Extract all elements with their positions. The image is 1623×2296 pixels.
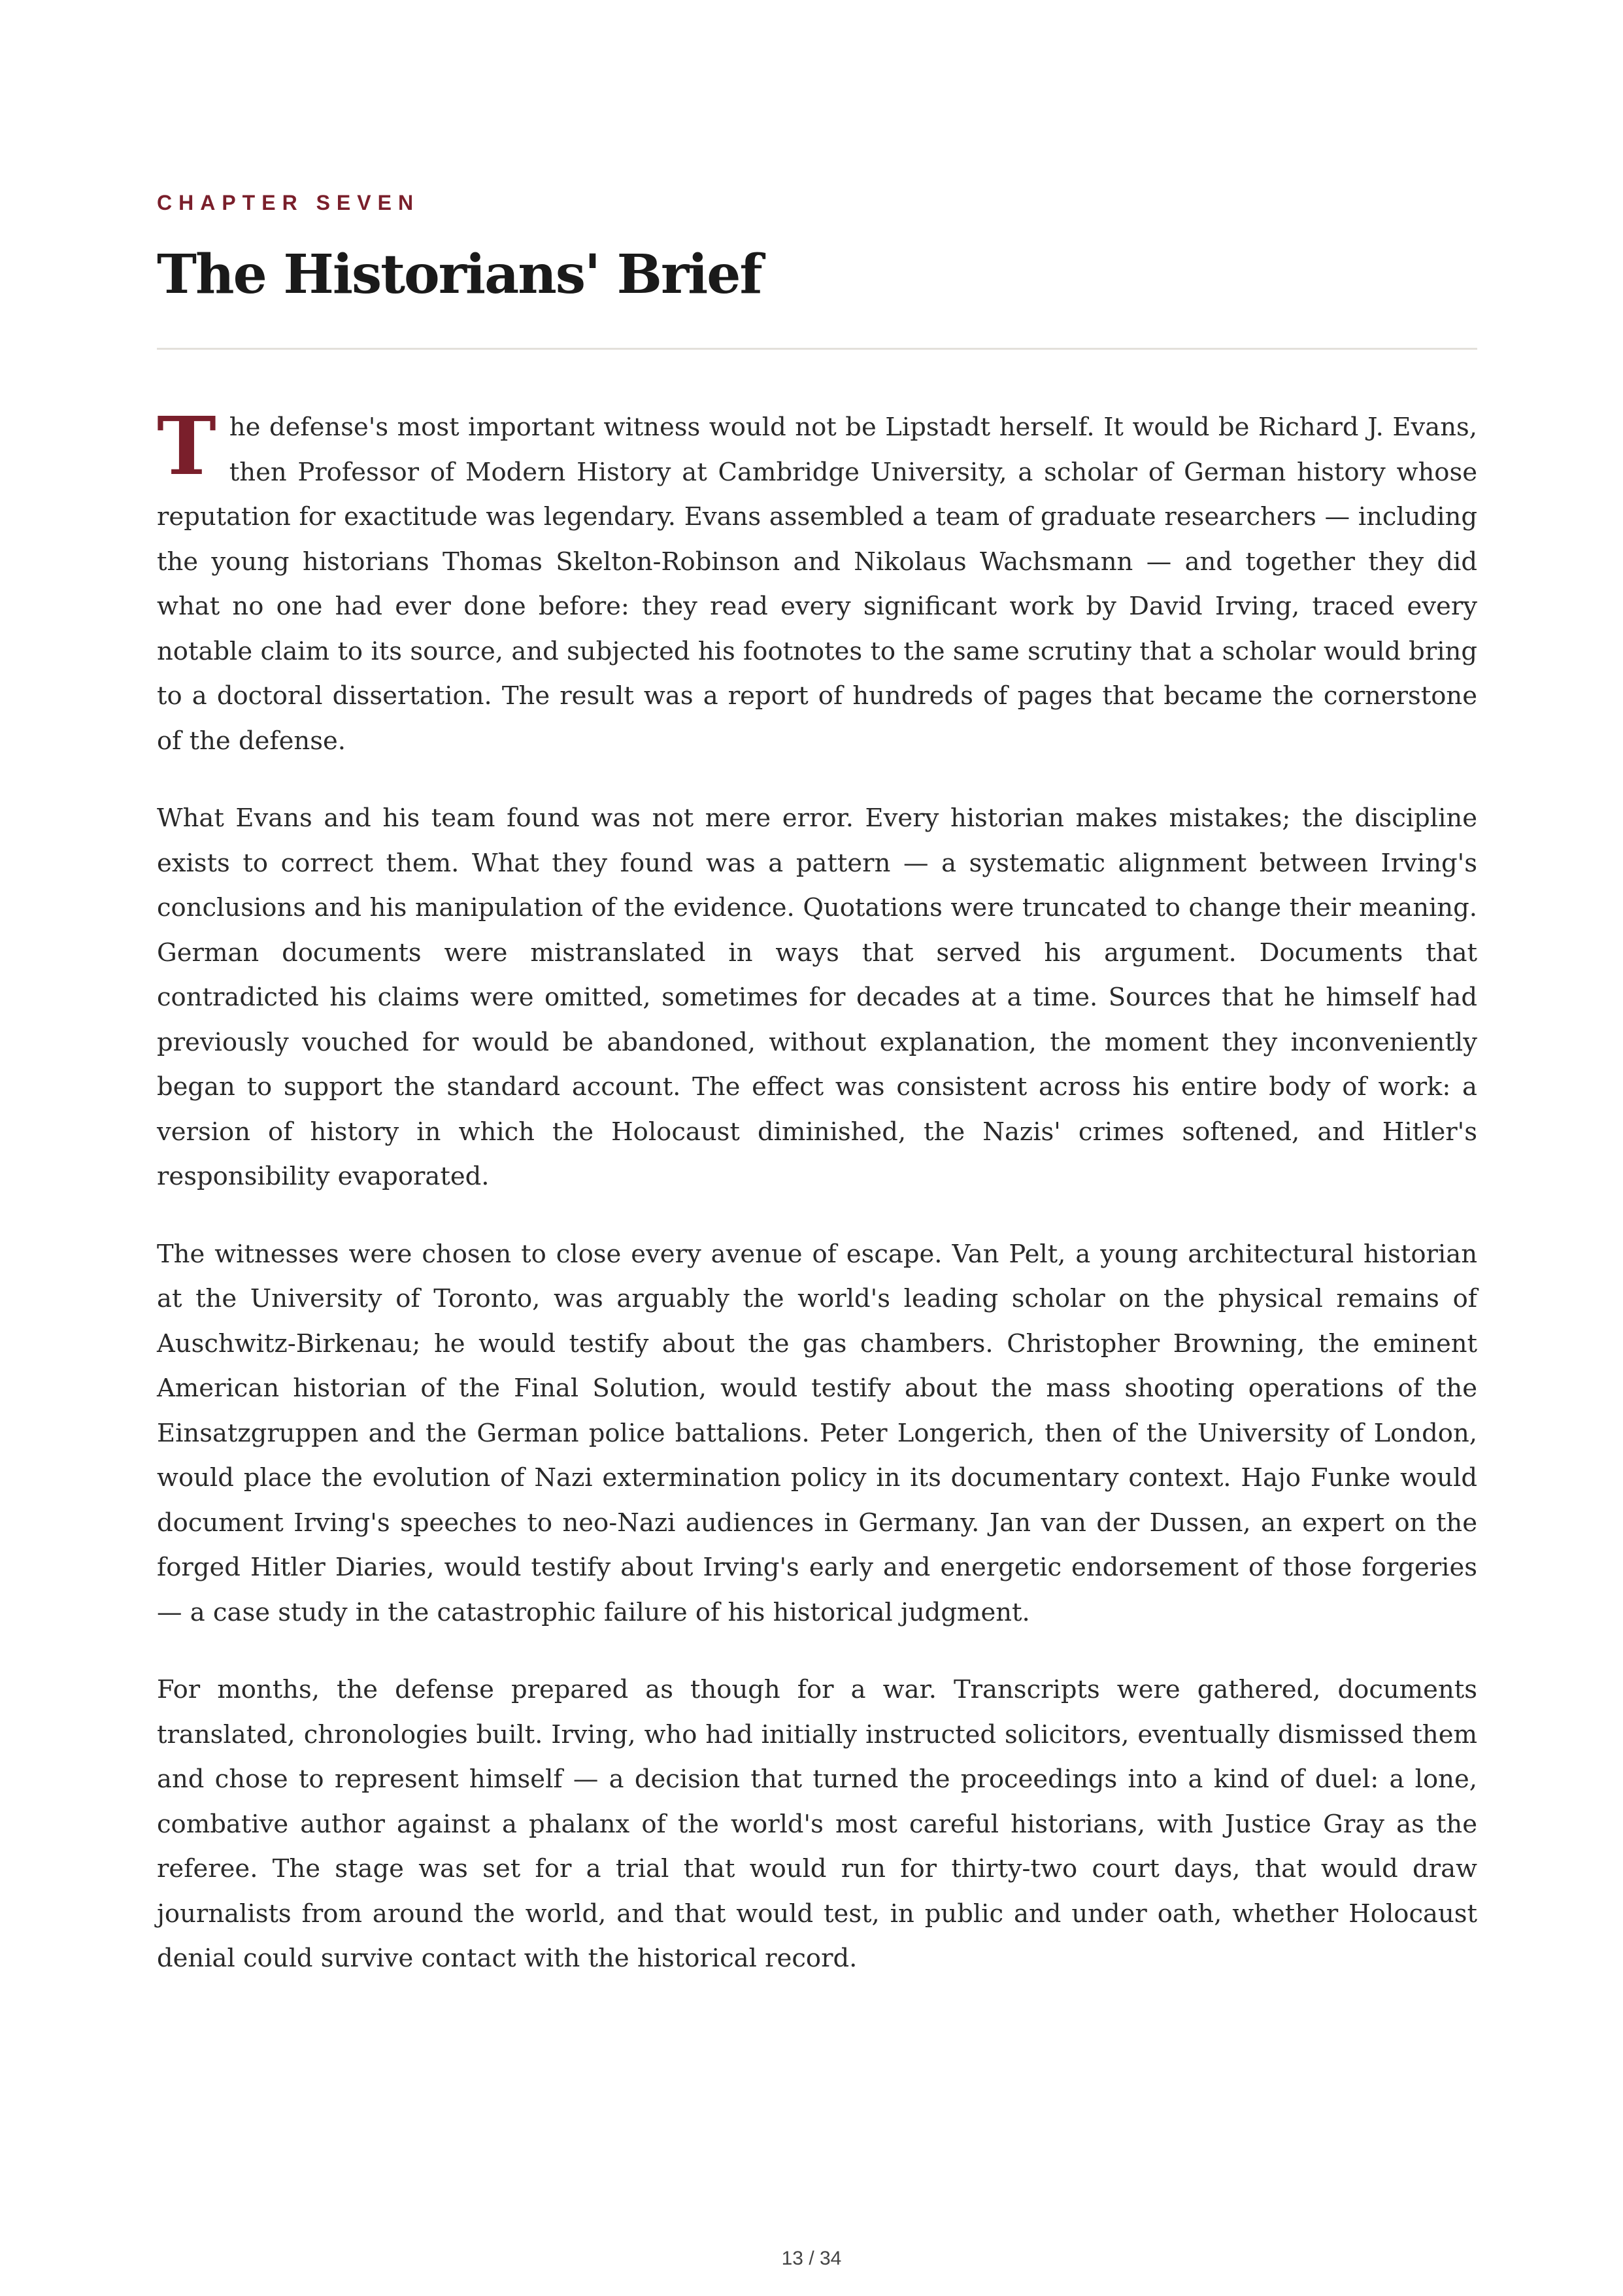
- chapter-body: [157, 399, 1477, 2014]
- paragraph-4: For months, the defense prepared as though for a war. Transcripts were gathered, documents translated, chronologies built. Irving, who had initially instructed solicitors, eventually dismissed them and chose to represent himself — a decision that turned the proceedings into a kind of duel: a lone, combative author against a phalanx of the world's most careful historians, with Justice Gray as the referee. The stage was set for a trial that would run for thirty-two court days, that would draw journalists from around the world, and that would test, in public and under oath, whether Holocaust denial could survive contact with the historical record.: [157, 1675, 1477, 1973]
- page-number: 13 / 34: [781, 2248, 842, 2269]
- chapter-title: The Historians' Brief: [157, 243, 761, 306]
- chapter-label: CHAPTER SEVEN: [157, 191, 420, 214]
- title-divider: [157, 348, 1477, 350]
- paragraph-3: The witnesses were chosen to close every avenue of escape. Van Pelt, a young architectural historian at the University of Toronto, was arguably the world's leading scholar on the physical remains of Auschwitz-Birkenau; he would testify about the gas chambers. Christopher Browning, the eminent American historian of the Final Solution, would testify about the mass shooting operations of the Einsatzgruppen and the German police battalions. Peter Longerich, then of the University of London, would place the evolution of Nazi extermination policy in its documentary context. Hajo Funke would document Irving's speeches to neo-Nazi audiences in Germany. Jan van der Dussen, an expert on the forged Hitler Diaries, would testify about Irving's early and energetic endorsement of those forgeries — a case study in the catastrophic failure of his historical judgment.: [157, 1239, 1477, 1627]
- paragraph-1: The defense's most important witness would not be Lipstadt herself. It would be Richard J. Evans, then Professor of Modern History at Cambridge University, a scholar of German history whose reputation for exactitude was legendary. Evans assembled a team of graduate researchers — including the young historians Thomas Skelton-Robinson and Nikolaus Wachsmann — and together they did what no one had ever done before: they read every significant work by David Irving, traced every notable claim to its source, and subjected his footnotes to the same scrutiny that a scholar would bring to a doctoral dissertation. The result was a report of hundreds of pages that became the cornerstone of the defense.: [157, 399, 1477, 756]
- paragraph-2: What Evans and his team found was not mere error. Every historian makes mistakes; the discipline exists to correct them. What they found was a pattern — a systematic alignment between Irving's conclusions and his manipulation of the evidence. Quotations were truncated to change their meaning. German documents were mistranslated in ways that served his argument. Documents that contradicted his claims were omitted, sometimes for decades at a time. Sources that he himself had previously vouched for would be abandoned, without explanation, the moment they inconveniently began to support the standard account. The effect was consistent across his entire body of work: a version of history in which the Holocaust diminished, the Nazis' crimes softened, and Hitler's responsibility evaporated.: [157, 803, 1477, 1191]
